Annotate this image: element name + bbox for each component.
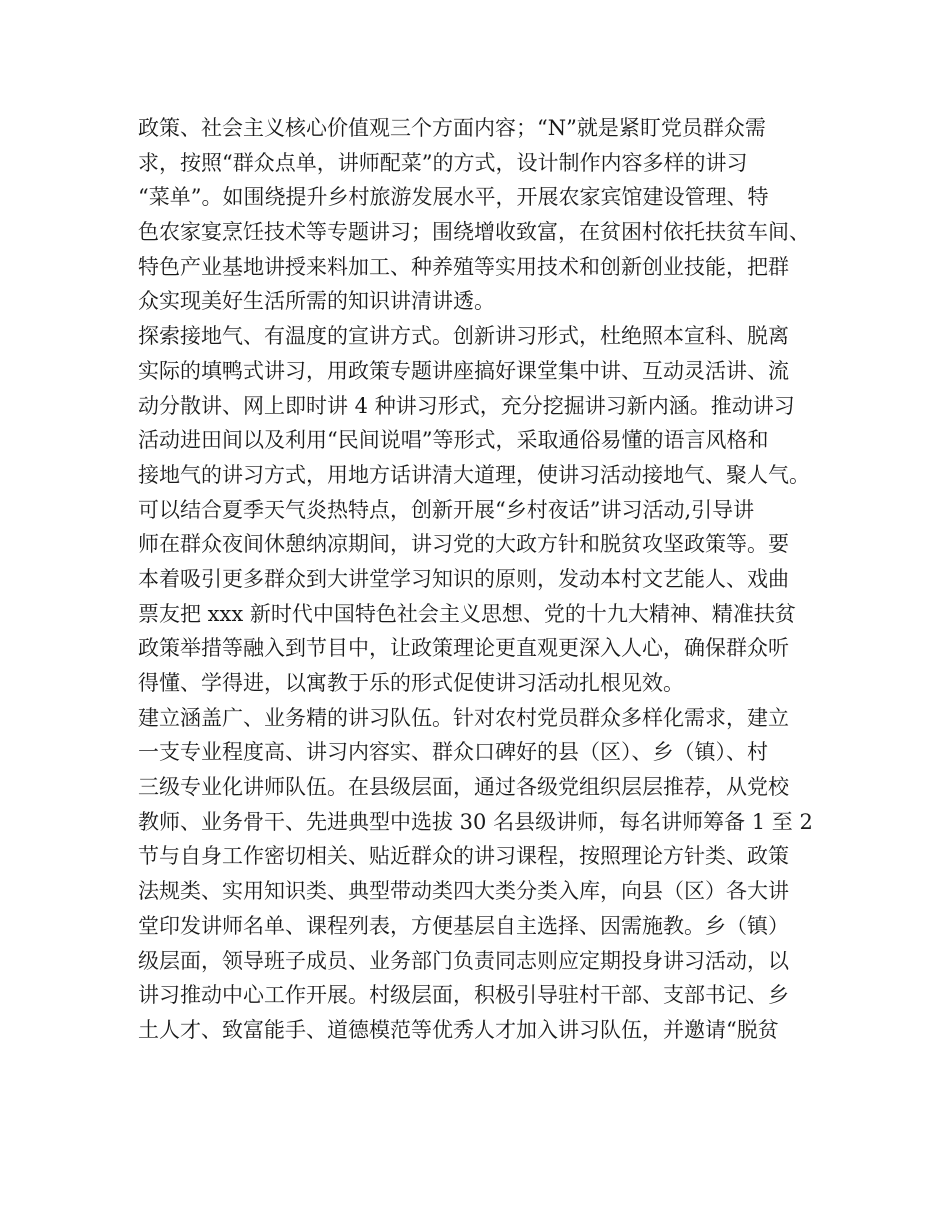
text-line: 色农家宴烹饪技术等专题讲习；围绕增收致富，在贫困村依托扶贫车间、: [138, 220, 810, 245]
text-line: “菜单”。如围绕提升乡村旅游发展水平，开展农家宾馆建设管理、特: [138, 185, 769, 210]
text-line: 接地气的讲习方式，用地方话讲清大道理，使讲习活动接地气、聚人气。: [138, 462, 810, 487]
text-line: 三级专业化讲师队伍。在县级层面，通过各级党组织层层推荐，从党校: [138, 775, 789, 800]
text-line: 建立涵盖广、业务精的讲习队伍。针对农村党员群众多样化需求，建立: [138, 705, 789, 730]
text-line: 堂印发讲师名单、课程列表，方便基层自主选择、因需施教。乡（镇）: [138, 913, 789, 938]
text-line: 级层面，领导班子成员、业务部门负责同志则应定期投身讲习活动，以: [138, 948, 789, 973]
text-line: 政策举措等融入到节目中，让政策理论更直观更深入人心，确保群众听: [138, 636, 789, 661]
text-line: 政策、社会主义核心价值观三个方面内容；“N”就是紧盯党员群众需: [138, 116, 766, 140]
text-line: 本着吸引更多群众到大讲堂学习知识的原则，发动本村文艺能人、戏曲: [138, 566, 789, 591]
text-line: 众实现美好生活所需的知识讲清讲透。: [138, 289, 495, 314]
text-line: 师在群众夜间休憩纳凉期间，讲习党的大政方针和脱贫攻坚政策等。要: [138, 532, 789, 557]
text-line: 法规类、实用知识类、典型带动类四大类分类入库，向县（区）各大讲: [138, 879, 789, 904]
text-line: 探索接地气、有温度的宣讲方式。创新讲习形式，杜绝照本宣科、脱离: [138, 324, 789, 349]
text-line: 一支专业程度高、讲习内容实、群众口碑好的县（区）、乡（镇）、村: [138, 740, 768, 765]
text-line: 节与自身工作密切相关、贴近群众的讲习课程，按照理论方针类、政策: [138, 844, 789, 869]
body-text: [138, 111, 828, 1048]
text-line: 动分散讲、网上即时讲 4 种讲习形式，充分挖掘讲习新内涵。推动讲习: [138, 393, 795, 418]
text-line: 票友把 xxx 新时代中国特色社会主义思想、党的十九大精神、精准扶贫: [138, 601, 796, 626]
text-line: 特色产业基地讲授来料加工、种养殖等实用技术和创新创业技能，把群: [138, 254, 789, 279]
text-line: 求，按照“群众点单，讲师配菜”的方式，设计制作内容多样的讲习: [138, 150, 748, 175]
text-line: 教师、业务骨干、先进典型中选拔 30 名县级讲师，每名讲师筹备 1 至 2: [138, 809, 813, 834]
text-line: 得懂、学得进，以寓教于乐的形式促使讲习活动扎根见效。: [138, 671, 684, 695]
text-line: 活动进田间以及利用“民间说唱”等形式，采取通俗易懂的语言风格和: [138, 428, 769, 453]
text-line: 实际的填鸭式讲习，用政策专题讲座搞好课堂集中讲、互动灵活讲、流: [138, 358, 789, 383]
text-line: 讲习推动中心工作开展。村级层面，积极引导驻村干部、支部书记、乡: [138, 983, 789, 1008]
text-line: 土人才、致富能手、道德模范等优秀人才加入讲习队伍，并邀请“脱贫: [138, 1017, 779, 1042]
text-line: 可以结合夏季天气炎热特点，创新开展“乡村夜话”讲习活动,引导讲: [138, 497, 755, 522]
